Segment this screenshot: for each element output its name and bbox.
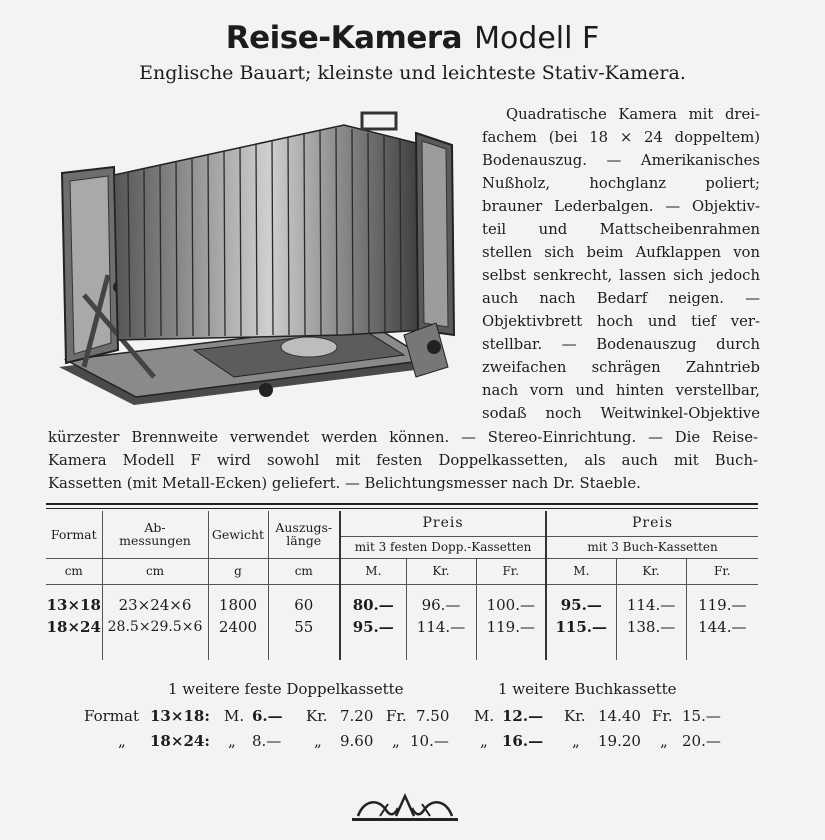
unit-cell: Fr. bbox=[476, 558, 546, 584]
header-format: Format bbox=[50, 526, 97, 542]
text-line: kürzester Brennweite verwendet werden können. — Stereo-Einrichtung. — Die Reise- bbox=[48, 429, 758, 446]
extras-heading-right: 1 weitere Buchkassette bbox=[498, 680, 677, 698]
extras-m2-value: 16.— bbox=[502, 732, 544, 750]
extras-fr2-value: 20.— bbox=[682, 732, 721, 750]
unit-cell: cm bbox=[268, 558, 340, 584]
cell-abm: 23×24×6 bbox=[102, 594, 208, 616]
table-row bbox=[46, 594, 758, 616]
camera-illustration bbox=[44, 105, 464, 405]
unit-cell: M. bbox=[546, 558, 616, 584]
header-preis-2-sub: mit 3 Buch-Kassetten bbox=[546, 536, 758, 558]
unit-cell: Fr. bbox=[686, 558, 758, 584]
table-row bbox=[46, 616, 758, 638]
unit-cell: Kr. bbox=[616, 558, 686, 584]
extras-kr2-label: „ bbox=[572, 732, 580, 750]
unit-cell: Kr. bbox=[406, 558, 476, 584]
text-line: zweifachen schrägen Zahntrieb bbox=[482, 359, 760, 376]
extras-m-label: „ bbox=[228, 732, 236, 750]
extras-fr2-label: Fr. bbox=[652, 707, 673, 725]
cell-gewicht: 1800 bbox=[208, 594, 268, 616]
extras-fr2-value: 15.— bbox=[682, 707, 721, 725]
extras-kr-value: 7.20 bbox=[340, 707, 374, 725]
text-line: Nußholz, hochglanz poliert; bbox=[482, 175, 760, 192]
header-gewicht: Gewicht bbox=[208, 511, 268, 558]
subtitle: Englische Bauart; kleinste und leichteste Stativ-Kamera. bbox=[139, 62, 686, 84]
cell-kr1: 114.— bbox=[406, 616, 476, 638]
unit-cell: g bbox=[208, 558, 268, 584]
extras-fr-label: Fr. bbox=[386, 707, 407, 725]
text-line: Bodenauszug. — Amerikanisches bbox=[482, 152, 760, 169]
extras-fr-value: 7.50 bbox=[416, 707, 450, 725]
text-line: nach vorn und hinten verstellbar, bbox=[482, 382, 760, 399]
title-main: Reise-Kamera bbox=[225, 20, 463, 56]
unit-cell: cm bbox=[46, 558, 102, 584]
extras-kr2-value: 19.20 bbox=[598, 732, 641, 750]
extras-m-value: 6.— bbox=[252, 707, 283, 725]
extras-format: 13×18: bbox=[150, 707, 210, 725]
cell-auszug: 60 bbox=[268, 594, 340, 616]
extras-label: Format bbox=[84, 707, 139, 725]
divider bbox=[46, 503, 758, 505]
extras-fr2-label: „ bbox=[660, 732, 668, 750]
text-line: selbst senkrecht, lassen sich jedoch bbox=[482, 267, 760, 284]
extras-m2-value: 12.— bbox=[502, 707, 544, 725]
text-line: Objektivbrett hoch und tief ver- bbox=[482, 313, 760, 330]
price-table bbox=[46, 511, 758, 660]
text-line: fachem (bei 18 × 24 doppeltem) bbox=[482, 129, 760, 146]
header-preis-2: Preis bbox=[546, 511, 758, 536]
cell-auszug: 55 bbox=[268, 616, 340, 638]
text-line: Kassetten (mit Metall-Ecken) geliefert. — Belichtungsmesser nach Dr. Staeble. bbox=[48, 475, 641, 492]
text-line: stellen sich beim Aufklappen von bbox=[482, 244, 760, 261]
cell-m2: 115.— bbox=[546, 616, 616, 638]
text-line: brauner Lederbalgen. — Objektiv- bbox=[482, 198, 760, 215]
text-line: auch nach Bedarf neigen. — bbox=[482, 290, 760, 307]
cell-fr2: 119.— bbox=[686, 594, 758, 616]
title-model: Modell F bbox=[474, 21, 600, 56]
extras-kr-label: „ bbox=[314, 732, 322, 750]
extras-fr-value: 10.— bbox=[410, 732, 449, 750]
extras-label: „ bbox=[118, 732, 126, 750]
header-auszug: Auszugs- länge bbox=[268, 511, 340, 558]
cell-fr1: 100.— bbox=[476, 594, 546, 616]
extras-format: 18×24: bbox=[150, 732, 210, 750]
text-line: sodaß noch Weitwinkel-Objektive bbox=[482, 405, 760, 422]
cell-m1: 95.— bbox=[340, 616, 406, 638]
description-full bbox=[48, 426, 758, 495]
unit-cell: cm bbox=[102, 558, 208, 584]
cell-kr2: 114.— bbox=[616, 594, 686, 616]
extras-kr-value: 9.60 bbox=[340, 732, 374, 750]
cell-m2: 95.— bbox=[546, 594, 616, 616]
unit-cell: M. bbox=[340, 558, 406, 584]
header-preis-1: Preis bbox=[340, 511, 546, 536]
text-line: stellbar. — Bodenauszug durch bbox=[482, 336, 760, 353]
extras-m-label: M. bbox=[224, 707, 245, 725]
divider bbox=[46, 508, 758, 509]
text-line: teil und Mattscheibenrahmen bbox=[482, 221, 760, 238]
ornament-icon bbox=[350, 792, 460, 824]
header-preis-1-sub: mit 3 festen Dopp.-Kassetten bbox=[340, 536, 546, 558]
extras-kr-label: Kr. bbox=[306, 707, 328, 725]
cell-m1: 80.— bbox=[340, 594, 406, 616]
extras-kr2-label: Kr. bbox=[564, 707, 586, 725]
cell-kr2: 138.— bbox=[616, 616, 686, 638]
extras-heading-left: 1 weitere feste Doppelkassette bbox=[168, 680, 404, 698]
cell-gewicht: 2400 bbox=[208, 616, 268, 638]
extras-m2-label: M. bbox=[474, 707, 495, 725]
description-right bbox=[482, 103, 760, 425]
text-line: Quadratische Kamera mit drei- bbox=[506, 106, 760, 123]
extras-m2-label: „ bbox=[480, 732, 488, 750]
cell-kr1: 96.— bbox=[406, 594, 476, 616]
cell-fr2: 144.— bbox=[686, 616, 758, 638]
cell-fr1: 119.— bbox=[476, 616, 546, 638]
extras-fr-label: „ bbox=[392, 732, 400, 750]
extras-kr2-value: 14.40 bbox=[598, 707, 641, 725]
page-title bbox=[0, 20, 825, 56]
extras-m-value: 8.— bbox=[252, 732, 282, 750]
cell-format: 18×24 bbox=[46, 618, 101, 636]
cell-format: 13×18 bbox=[46, 596, 101, 614]
cell-abm: 28.5×29.5×6 bbox=[102, 616, 208, 638]
header-abmessungen: Ab- messungen bbox=[102, 511, 208, 558]
text-line: Kamera Modell F wird sowohl mit festen Doppelkassetten, als auch mit Buch- bbox=[48, 452, 758, 469]
